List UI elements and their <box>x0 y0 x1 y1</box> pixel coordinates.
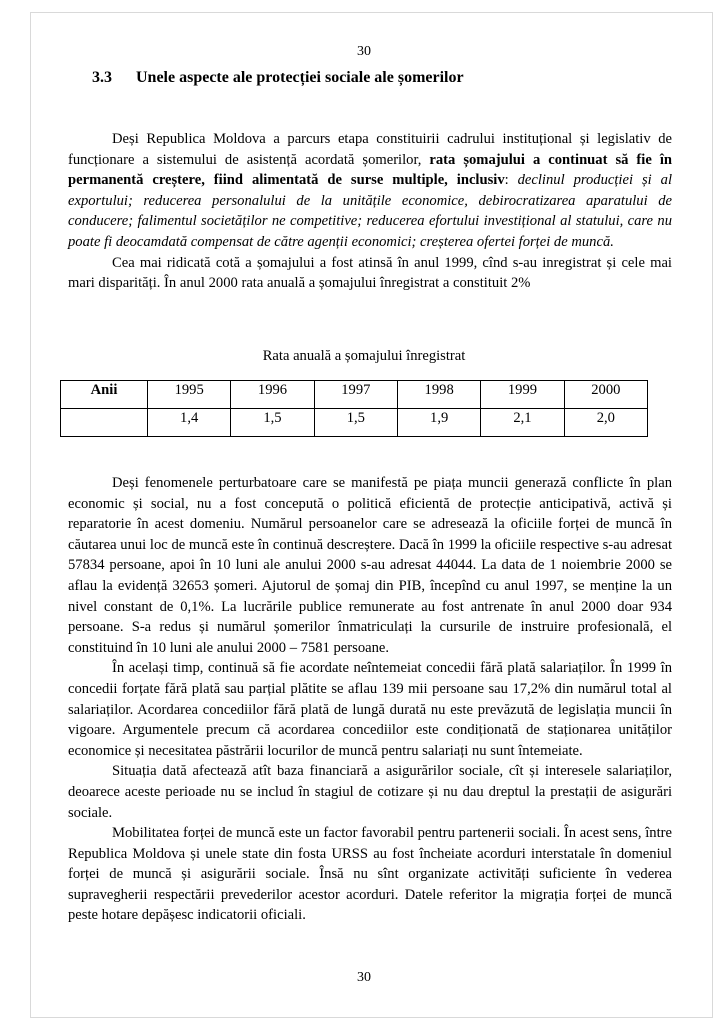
unemployment-rate-table <box>60 380 648 437</box>
paragraph-4: În același timp, continuă să fie acordate neîntemeiat concedii fără plată salariaților. În 1999 în concedii forțate fără plată sau parțial plătite se aflau 139 mii persoane sau 17,2% din numărul total al salariaților. Acordarea concediilor fără plată de lungă durată nu este prevăzută de legislația muncii în vigoare. Argumentele precum că acordarea concediilor este condiționată de staționarea unităților economice și necesitatea păstrării locurilor de muncă pentru salariați nu sunt întemeiate. <box>68 660 672 759</box>
table-row-header: Anii <box>61 381 148 409</box>
paragraph-1-colon: : <box>504 172 518 189</box>
table-cell-value: 1,4 <box>148 409 231 437</box>
table-cell-year: 2000 <box>564 381 647 409</box>
paragraph-3: Deși fenomenele perturbatoare care se manifestă pe piața muncii generază conflicte în plan economic și social, nu a fost concepută o politică eficientă de protecție anticipativă, activă și reparatorie în acest domeniu. Numărul persoanelor care se adresează la oficiile forței de muncă în căutarea unui loc de muncă este în continuă descreștere. Dacă în 1999 la oficiile respective s-au adresat 57834 persoane, apoi în 10 luni ale anului 2000 s-au adresat 44044. La data de 1 noiembrie 2000 se aflau la evidență 32653 șomeri. Ajutorul de șomaj din PIB, începînd cu anul 1997, se menține la un nivel constant de 0,1%. La lucrările publice remunerate au fost antrenate în anul 2000 doar 934 persoane. S-a redus și numărul șomerilor înmatriculați la cursurile de instruire profesională, el constituind în 10 luni ale anului 2000 – 7581 persoane. <box>68 475 672 656</box>
page-number-top: 30 <box>357 44 371 59</box>
table-row-years <box>61 381 648 409</box>
section-heading <box>92 68 464 88</box>
table-cell-value: 2,1 <box>481 409 564 437</box>
paragraph-1-bold: rata șomajului a continuat să fie în permanentă creștere, fiind alimentată de surse multiple, inclusiv <box>68 151 673 189</box>
table-cell-year: 1999 <box>481 381 564 409</box>
paragraph-2: Cea mai ridicată cotă a șomajului a fost atinsă în anul 1999, cînd s-au inregistrat și cele mai mari disparități. În anul 2000 rata anuală a șomajului înregistrat a constituit 2% <box>68 254 672 292</box>
table-row-values <box>61 409 648 437</box>
section-number: 3.3 <box>92 69 112 86</box>
table-cell-year: 1996 <box>231 381 314 409</box>
table-cell-value: 2,0 <box>564 409 647 437</box>
paragraph-5: Situația dată afectează atît baza financiară a asigurărilor sociale, cît și interesele salariaților, deoarece aceste perioade nu se includ în stagiul de cotizare și nu dau dreptul la prestații de asigurări sociale. <box>68 763 672 821</box>
table-cell-empty <box>61 409 148 437</box>
paragraph-1-italic: declinul producției și al exportului; reducerea personalului de la unitățile economice, debirocratizarea aparatului de conducere; falimentul societăților ne competitive; reducerea efortului investițional al statului, care nu poate fi deocamdată compensat de către agenții economici; creșterea ofertei forței de muncă. <box>68 172 672 250</box>
intro-text-block <box>68 129 672 294</box>
section-title: Unele aspecte ale protecției sociale ale șomerilor <box>136 69 464 86</box>
table-caption: Rata anuală a șomajului înregistrat <box>262 348 466 364</box>
table-cell-value: 1,9 <box>397 409 480 437</box>
paragraph-1-intro: Deși Republica Moldova a parcurs etapa constituirii cadrului instituțional și legislativ de funcționare a sistemului de asistență acordată șomerilor, <box>68 131 672 168</box>
table-cell-value: 1,5 <box>314 409 397 437</box>
paragraph-6: Mobilitatea forței de muncă este un factor favorabil pentru partenerii sociali. În acest sens, între Republica Moldova și unele state din fosta URSS au fost încheiate acorduri interstatale în domeniul forței de muncă și asigurării sociale. Însă nu sînt organizate activități suficiente în vederea supravegherii respectării prevederilor acestor acorduri. Datele referitor la migrația forței de muncă peste hotare depășesc indicatorii oficiali. <box>68 825 672 924</box>
main-text-block <box>68 473 672 926</box>
table-cell-year: 1998 <box>397 381 480 409</box>
page-number-bottom: 30 <box>357 970 371 985</box>
table-cell-value: 1,5 <box>231 409 314 437</box>
paragraph-1 <box>68 129 672 253</box>
table-cell-year: 1997 <box>314 381 397 409</box>
table-cell-year: 1995 <box>148 381 231 409</box>
